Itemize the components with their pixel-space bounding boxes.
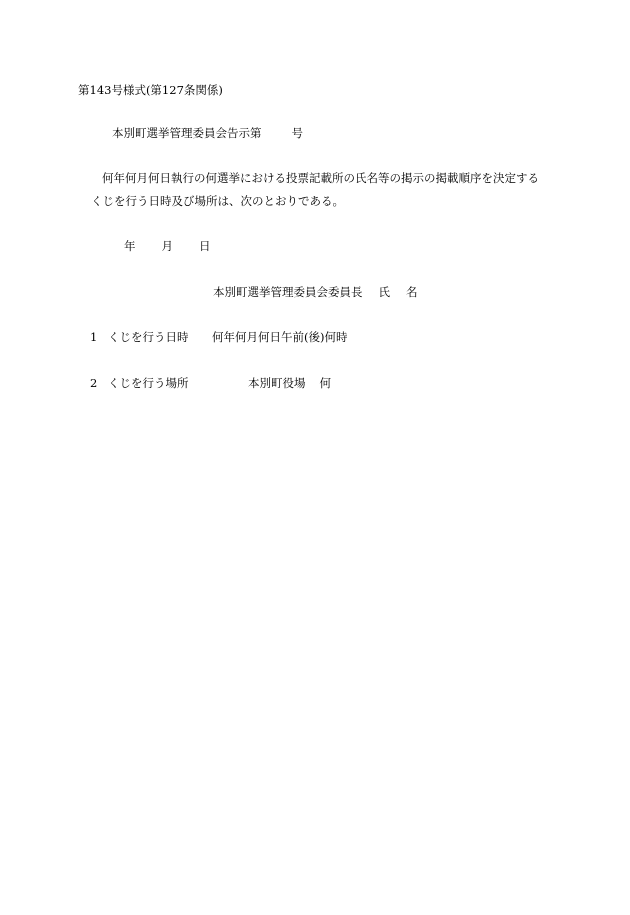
notice-title-prefix: 本別町選挙管理委員会告示第 <box>112 126 262 140</box>
item-value: 何年何月何日午前(後)何時 <box>212 330 348 344</box>
body-text-line-1: 何年何月何日執行の何選挙における投票記載所の氏名等の掲示の掲載順序を決定する <box>102 171 539 185</box>
notice-title-suffix: 号 <box>291 126 303 140</box>
signature-name-1: 氏 <box>378 285 390 299</box>
notice-title <box>112 125 303 141</box>
signature-name-2: 名 <box>406 285 418 299</box>
date-line <box>124 238 211 254</box>
form-number: 第143号様式(第127条関係) <box>78 83 223 97</box>
date-day: 日 <box>199 239 211 253</box>
list-item <box>90 329 347 345</box>
item-number: 1 <box>90 330 98 344</box>
item-label: くじを行う日時 <box>108 330 189 344</box>
list-item <box>90 375 331 391</box>
item-value-extra: 何 <box>319 376 331 390</box>
body-text-line-2: くじを行う日時及び場所は、次のとおりである。 <box>91 194 344 208</box>
date-year: 年 <box>124 239 136 253</box>
item-label: くじを行う場所 <box>108 376 189 390</box>
item-value: 本別町役場 <box>248 376 306 390</box>
signature-line <box>213 284 418 300</box>
item-number: 2 <box>90 376 98 390</box>
signature-title: 本別町選挙管理委員会委員長 <box>213 285 363 299</box>
date-month: 月 <box>161 239 173 253</box>
